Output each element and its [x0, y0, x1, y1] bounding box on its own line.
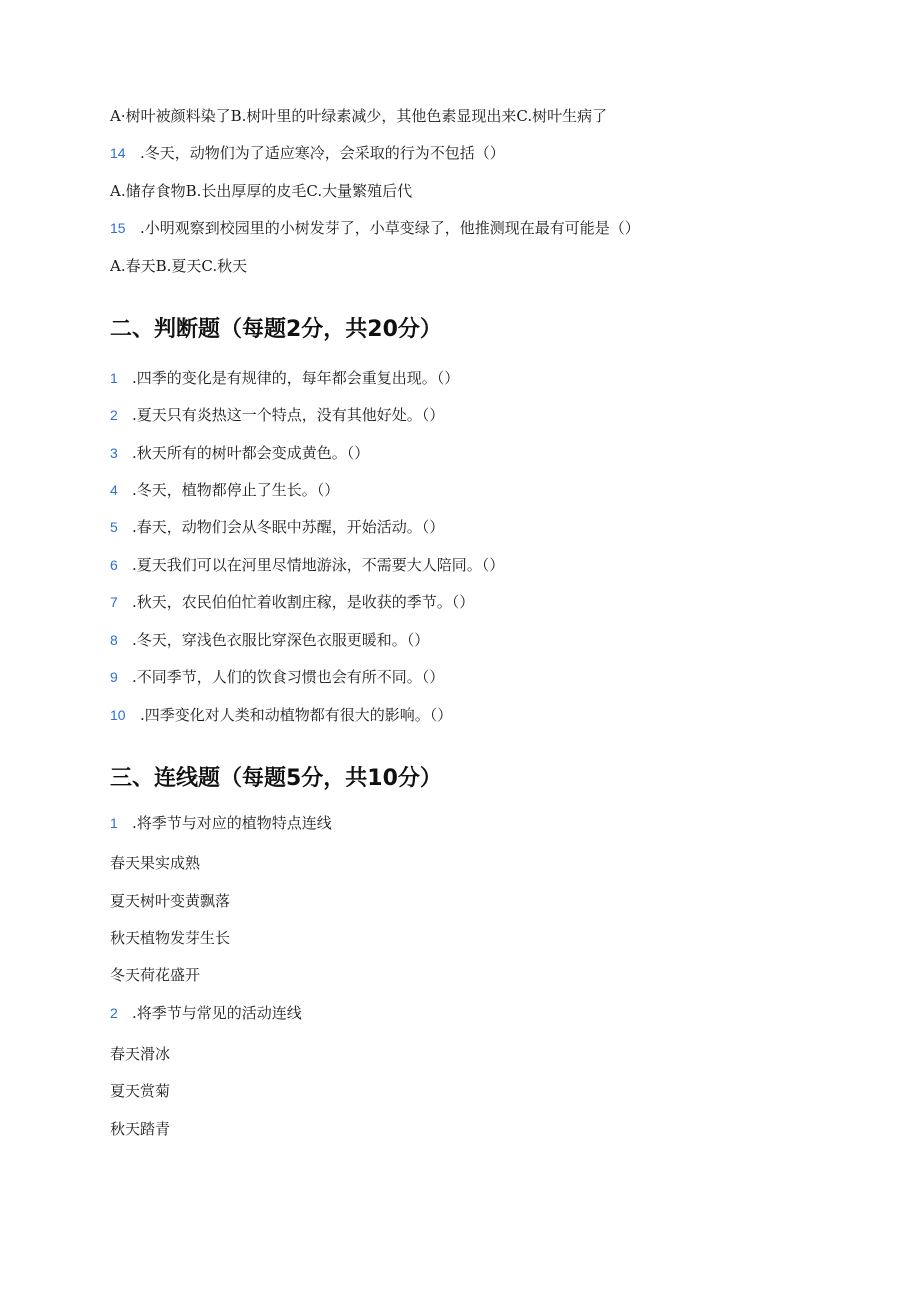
match-q2-line: 秋天踏青 — [110, 1120, 171, 1138]
judge-item-number: 9 — [110, 669, 118, 685]
match-q1-text: .将季节与对应的植物特点连线 — [132, 814, 332, 832]
judge-item-text: .春天，动物们会从冬眠中苏醒，开始活动。（） — [132, 518, 445, 536]
match-q1-line: 春天果实成熟 — [110, 854, 201, 872]
judge-item-number: 7 — [110, 594, 118, 610]
judge-item-number: 5 — [110, 519, 118, 535]
judge-item — [110, 592, 474, 612]
judge-item-text: .夏天我们可以在河里尽情地游泳，不需要大人陪同。（） — [132, 556, 505, 574]
match-q2-stem — [110, 1003, 302, 1023]
judge-item-number: 6 — [110, 557, 118, 573]
q13-options-text: A·树叶被颜料染了B.树叶里的叶绿素减少，其他色素显现出来C.树叶生病了 — [110, 107, 608, 125]
judge-item-text: .不同季节，人们的饮食习惯也会有所不同。（） — [132, 668, 445, 686]
judge-item — [110, 480, 339, 500]
judge-item — [110, 443, 369, 463]
judge-item-text: .四季变化对人类和动植物都有很大的影响。（） — [140, 706, 453, 724]
judge-item — [110, 368, 459, 388]
judge-item-number: 10 — [110, 707, 126, 723]
match-q1-line: 夏天树叶变黄飘落 — [110, 892, 231, 910]
match-q2-line: 春天滑冰 — [110, 1045, 171, 1063]
match-q1-line: 冬天荷花盛开 — [110, 966, 201, 984]
judge-item-number: 4 — [110, 482, 118, 498]
judge-item — [110, 705, 452, 725]
q15-number: 15 — [110, 220, 126, 236]
judge-item — [110, 405, 444, 425]
judge-item — [110, 555, 504, 575]
q14-text: .冬天，动物们为了适应寒冷，会采取的行为不包括（） — [140, 144, 505, 162]
section2-title: 二、判断题（每题2分，共20分） — [110, 317, 442, 342]
judge-item — [110, 517, 444, 537]
q14-options — [110, 181, 412, 201]
q15-options — [110, 256, 247, 276]
judge-item-text: .夏天只有炎热这一个特点，没有其他好处。（） — [132, 406, 445, 424]
q15-text: .小明观察到校园里的小树发芽了，小草变绿了，他推测现在最有可能是（） — [140, 219, 640, 237]
judge-item-number: 2 — [110, 407, 118, 423]
q14-stem — [110, 143, 505, 163]
judge-item — [110, 630, 429, 650]
judge-item — [110, 667, 444, 687]
judge-item-text: .冬天，穿浅色衣服比穿深色衣服更暖和。（） — [132, 631, 430, 649]
q15-stem — [110, 218, 640, 238]
q15-options-text: A.春天B.夏天C.秋天 — [110, 257, 248, 275]
match-q2-number: 2 — [110, 1005, 118, 1021]
match-q1-stem — [110, 813, 332, 833]
section3-title: 三、连线题（每题5分，共10分） — [110, 766, 442, 791]
q14-number: 14 — [110, 145, 126, 161]
q14-options-text: A.储存食物B.长出厚厚的皮毛C.大量繁殖后代 — [110, 182, 413, 200]
match-q1-line: 秋天植物发芽生长 — [110, 929, 231, 947]
judge-item-text: .秋天，农民伯伯忙着收割庄稼，是收获的季节。（） — [132, 593, 475, 611]
match-q2-text: .将季节与常见的活动连线 — [132, 1004, 302, 1022]
judge-item-number: 1 — [110, 370, 118, 386]
q13-options — [110, 106, 607, 126]
judge-item-text: .秋天所有的树叶都会变成黄色。（） — [132, 444, 370, 462]
match-q1-number: 1 — [110, 815, 118, 831]
judge-item-text: .冬天，植物都停止了生长。（） — [132, 481, 340, 499]
judge-item-text: .四季的变化是有规律的，每年都会重复出现。（） — [132, 369, 460, 387]
judge-item-number: 8 — [110, 632, 118, 648]
match-q2-line: 夏天赏菊 — [110, 1082, 171, 1100]
judge-item-number: 3 — [110, 445, 118, 461]
